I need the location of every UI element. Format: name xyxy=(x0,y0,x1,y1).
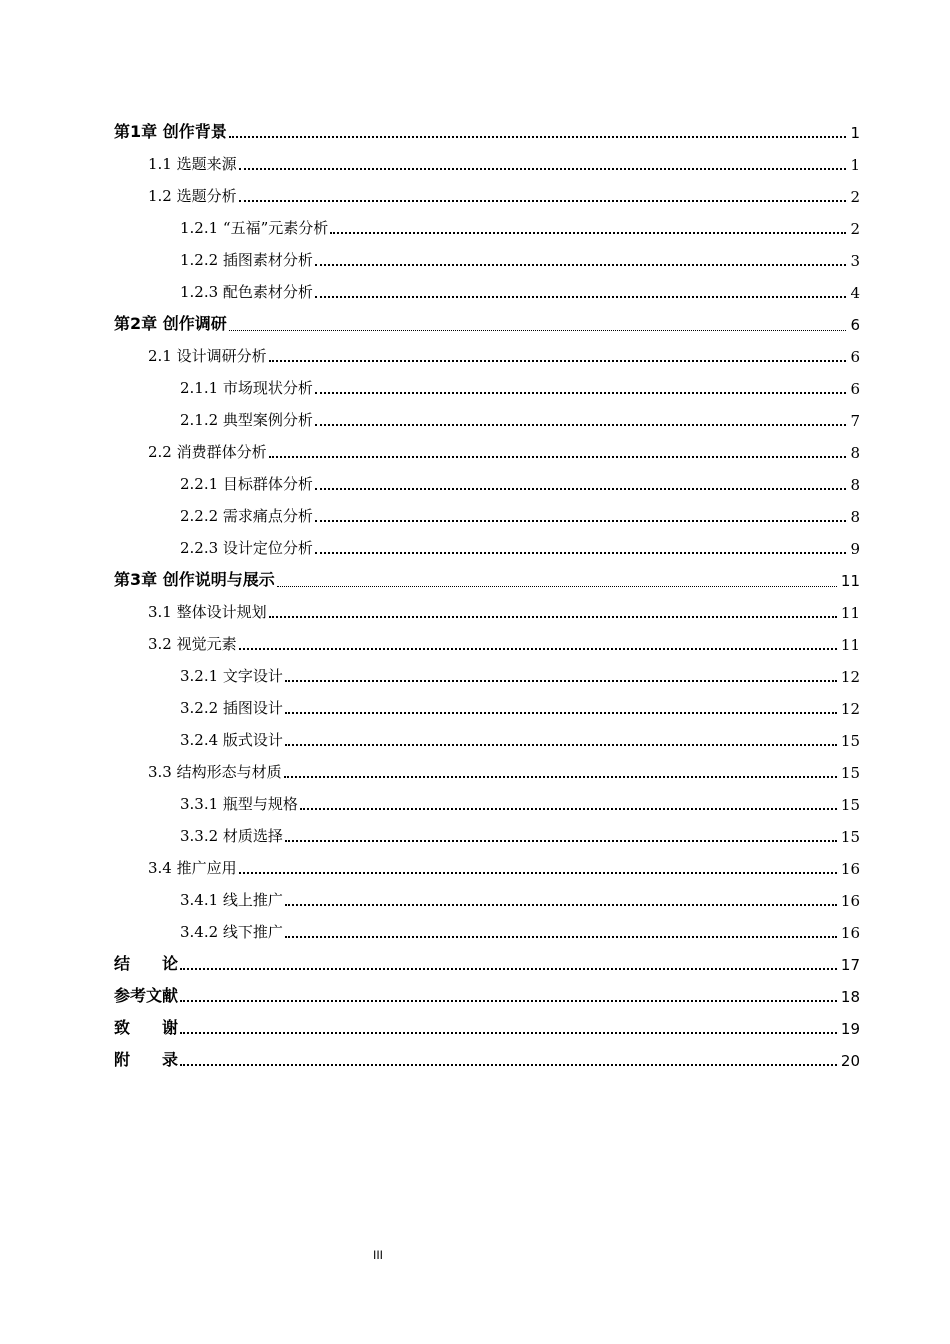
toc-entry-title: 3.3.2 材质选择 xyxy=(180,827,283,845)
dot-leader xyxy=(239,200,846,202)
toc-entry-page: 12 xyxy=(840,668,860,686)
toc-entry[interactable] xyxy=(114,820,860,852)
toc-entry-title: 附 录 xyxy=(114,1050,179,1069)
toc-entry[interactable] xyxy=(114,340,860,372)
toc-entry-title: 3.4.1 线上推广 xyxy=(180,891,283,909)
toc-entry[interactable] xyxy=(114,692,860,724)
dot-leader xyxy=(239,648,837,650)
toc-entry-page: 8 xyxy=(850,508,860,526)
toc-entry-page: 16 xyxy=(840,924,860,942)
toc-entry[interactable] xyxy=(114,500,860,532)
toc-entry[interactable] xyxy=(114,884,860,916)
toc-entry-title: 3.4.2 线下推广 xyxy=(180,923,283,941)
toc-entry-page: 8 xyxy=(850,476,860,494)
dot-leader xyxy=(180,1000,837,1002)
dot-leader xyxy=(315,264,846,266)
dot-leader xyxy=(269,456,846,458)
toc-entry[interactable] xyxy=(114,532,860,564)
toc-entry-title: 1.2.2 插图素材分析 xyxy=(180,251,313,269)
toc-entry-title: 3.3.1 瓶型与规格 xyxy=(180,795,298,813)
dot-leader xyxy=(300,808,837,810)
dot-leader xyxy=(229,136,846,138)
table-of-contents xyxy=(114,116,860,1076)
toc-entry[interactable] xyxy=(114,724,860,756)
toc-entry-page: 7 xyxy=(850,412,860,430)
toc-entry-title: 3.2.2 插图设计 xyxy=(180,699,283,717)
page-footer xyxy=(0,1248,950,1262)
toc-entry-page: 18 xyxy=(840,988,860,1006)
toc-entry-page: 11 xyxy=(840,604,860,622)
dot-leader xyxy=(180,968,837,970)
dot-leader xyxy=(315,424,846,426)
toc-entry-title: 3.1 整体设计规划 xyxy=(148,603,267,621)
toc-entry[interactable] xyxy=(114,596,860,628)
toc-entry-page: 4 xyxy=(850,284,860,302)
toc-entry-page: 8 xyxy=(850,444,860,462)
dot-leader xyxy=(315,520,846,522)
dot-leader xyxy=(277,586,837,587)
toc-entry[interactable] xyxy=(114,1044,860,1076)
toc-entry[interactable] xyxy=(114,276,860,308)
toc-entry-title: 结 论 xyxy=(114,954,179,973)
dot-leader xyxy=(285,904,837,906)
toc-entry[interactable] xyxy=(114,436,860,468)
dot-leader xyxy=(269,360,846,362)
toc-entry-page: 17 xyxy=(840,956,860,974)
toc-entry-title: 3.2.4 版式设计 xyxy=(180,731,283,749)
toc-entry-title: 3.2 视觉元素 xyxy=(148,635,237,653)
toc-entry-page: 6 xyxy=(850,316,860,334)
toc-entry-page: 12 xyxy=(840,700,860,718)
dot-leader xyxy=(285,936,837,938)
dot-leader xyxy=(315,488,846,490)
dot-leader xyxy=(284,776,837,778)
toc-entry[interactable] xyxy=(114,948,860,980)
toc-entry[interactable] xyxy=(114,116,860,148)
toc-entry-page: 6 xyxy=(850,380,860,398)
toc-entry-title: 1.2.3 配色素材分析 xyxy=(180,283,313,301)
toc-entry-page: 1 xyxy=(850,156,860,174)
toc-entry-title: 2.2.1 目标群体分析 xyxy=(180,475,313,493)
dot-leader xyxy=(315,296,846,298)
dot-leader xyxy=(315,392,846,394)
toc-entry[interactable] xyxy=(114,628,860,660)
dot-leader xyxy=(229,330,846,331)
toc-entry[interactable] xyxy=(114,916,860,948)
toc-entry-title: 1.1 选题来源 xyxy=(148,155,237,173)
toc-entry[interactable] xyxy=(114,308,860,340)
dot-leader xyxy=(330,232,846,234)
toc-entry[interactable] xyxy=(114,852,860,884)
page-number: III xyxy=(372,1248,383,1262)
toc-entry[interactable] xyxy=(114,468,860,500)
toc-entry-page: 6 xyxy=(850,348,860,366)
dot-leader xyxy=(239,872,837,874)
toc-entry-page: 1 xyxy=(850,124,860,142)
dot-leader xyxy=(269,616,837,618)
toc-entry[interactable] xyxy=(114,148,860,180)
toc-entry-page: 3 xyxy=(850,252,860,270)
dot-leader xyxy=(180,1032,837,1034)
dot-leader xyxy=(315,552,846,554)
toc-entry-page: 15 xyxy=(840,732,860,750)
toc-entry-title: 2.2 消费群体分析 xyxy=(148,443,267,461)
toc-entry-title: 3.3 结构形态与材质 xyxy=(148,763,282,781)
dot-leader xyxy=(180,1064,837,1066)
toc-entry-title: 3.2.1 文字设计 xyxy=(180,667,283,685)
toc-entry-title: 2.1.2 典型案例分析 xyxy=(180,411,313,429)
toc-entry[interactable] xyxy=(114,788,860,820)
toc-entry-title: 2.2.2 需求痛点分析 xyxy=(180,507,313,525)
toc-entry-page: 11 xyxy=(840,636,860,654)
toc-entry-page: 20 xyxy=(840,1052,860,1070)
dot-leader xyxy=(285,840,837,842)
toc-entry-page: 15 xyxy=(840,796,860,814)
toc-entry-title: 2.2.3 设计定位分析 xyxy=(180,539,313,557)
toc-entry-page: 2 xyxy=(850,188,860,206)
toc-entry[interactable] xyxy=(114,404,860,436)
toc-entry-title: 第1章 创作背景 xyxy=(114,122,227,141)
dot-leader xyxy=(239,168,846,170)
toc-entry-title: 2.1 设计调研分析 xyxy=(148,347,267,365)
toc-entry[interactable] xyxy=(114,244,860,276)
toc-entry-page: 9 xyxy=(850,540,860,558)
toc-entry-title: 致 谢 xyxy=(114,1018,179,1037)
toc-entry-page: 2 xyxy=(850,220,860,238)
dot-leader xyxy=(285,744,837,746)
dot-leader xyxy=(285,712,837,714)
toc-entry-title: 2.1.1 市场现状分析 xyxy=(180,379,313,397)
toc-entry[interactable] xyxy=(114,756,860,788)
toc-entry-page: 15 xyxy=(840,828,860,846)
toc-entry[interactable] xyxy=(114,564,860,596)
toc-entry[interactable] xyxy=(114,1012,860,1044)
toc-entry[interactable] xyxy=(114,980,860,1012)
dot-leader xyxy=(285,680,837,682)
toc-entry-title: 1.2 选题分析 xyxy=(148,187,237,205)
toc-entry-page: 11 xyxy=(840,572,860,590)
toc-entry[interactable] xyxy=(114,212,860,244)
toc-entry-title: 第2章 创作调研 xyxy=(114,314,227,333)
toc-entry[interactable] xyxy=(114,180,860,212)
toc-entry-page: 15 xyxy=(840,764,860,782)
toc-entry[interactable] xyxy=(114,372,860,404)
toc-entry-title: 1.2.1 “五福”元素分析 xyxy=(180,219,329,237)
toc-entry-page: 16 xyxy=(840,892,860,910)
toc-entry-page: 19 xyxy=(840,1020,860,1038)
toc-entry-page: 16 xyxy=(840,860,860,878)
toc-entry-title: 参考文献 xyxy=(114,986,179,1005)
toc-entry-title: 3.4 推广应用 xyxy=(148,859,237,877)
toc-entry[interactable] xyxy=(114,660,860,692)
toc-entry-title: 第3章 创作说明与展示 xyxy=(114,570,275,589)
